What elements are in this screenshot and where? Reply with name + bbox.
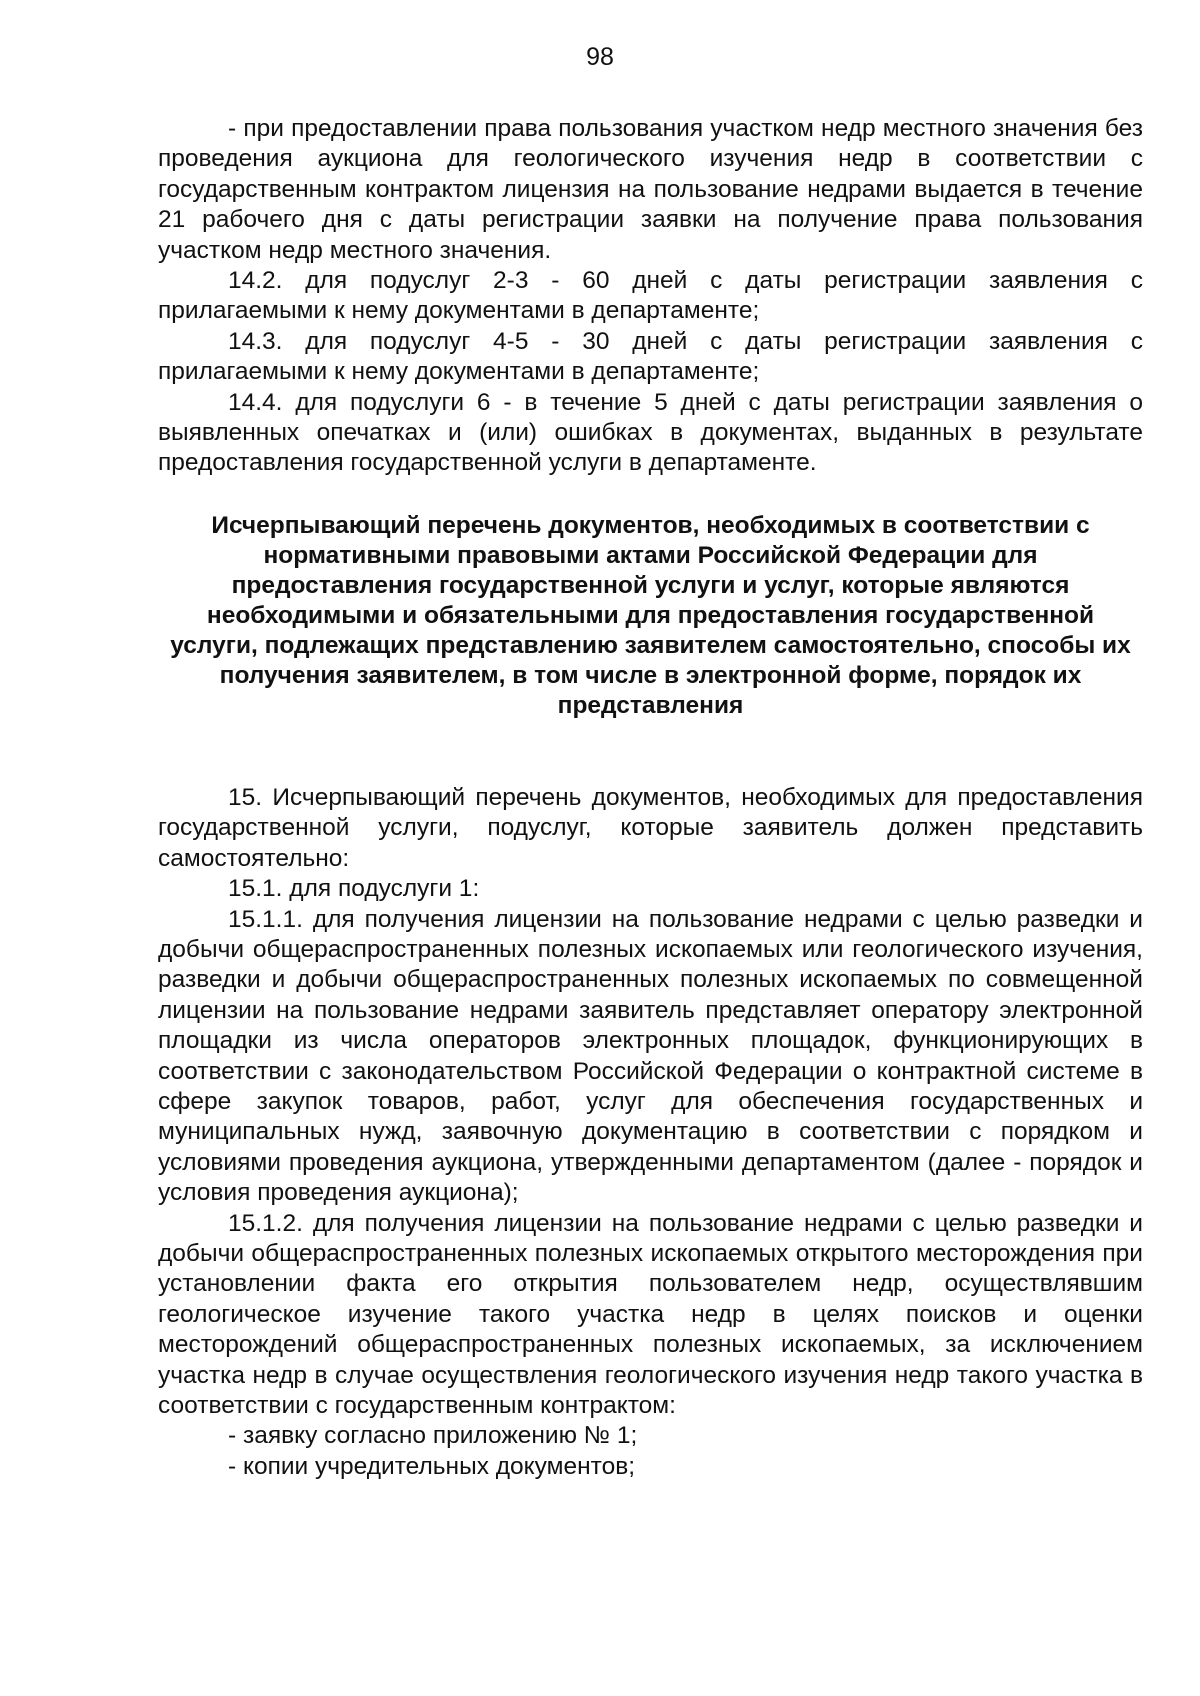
paragraph-14-3: 14.3. для подуслуг 4-5 - 30 дней с даты регистрации заявления с прилагаемыми к нему документами в департаменте; [158, 327, 1143, 386]
page-number: 98 [586, 43, 614, 71]
spacer [158, 721, 1143, 783]
page-body [158, 114, 1143, 1482]
list-item-application: - заявку согласно приложению № 1; [228, 1422, 638, 1450]
paragraph-15-1: 15.1. для подуслуги 1: [228, 875, 480, 903]
paragraph-14-2: 14.2. для подуслуг 2-3 - 60 дней с даты регистрации заявления с прилагаемыми к нему документами в департаменте; [158, 267, 1143, 325]
list-item-founding-documents: - копии учредительных документов; [228, 1452, 636, 1480]
spacer [158, 479, 1143, 511]
paragraph-15-1-1: 15.1.1. для получения лицензии на пользование недрами с целью разведки и добычи общераспространенных полезных ископаемых или геологического изучения, разведки и добычи общераспространенных полезных ископаемых по совмещенной лицензии на пользование недрами заявитель представляет оператору электронной площадки из числа операторов электронных площадок, функционирующих в соответствии с законодательством Российской Федерации о контрактной системе в сфере закупок товаров, работ, услуг для обеспечения государственных и муниципальных нужд, заявочную документацию в соответствии с порядком и условиями проведения аукциона, утвержденными департаментом (далее - порядок и условия проведения аукциона); [158, 905, 1143, 1207]
section-heading: Исчерпывающий перечень документов, необходимых в соответствии с нормативными правовыми актами Российской Федерации для предоставления государственной услуги и услуг, которые являются необходимыми и обязательными для предоставления государственной услуги, подлежащих представлению заявителем самостоятельно, способы их получения заявителем, в том числе в электронной форме, порядок их представления [170, 511, 1131, 719]
paragraph-15-1-2: 15.1.2. для получения лицензии на пользование недрами с целью разведки и добычи общераспространенных полезных ископаемых открытого месторождения при установлении факта его открытия пользователем недр, осуществлявшим геологическое изучение такого участка недр в целях поисков и оценки месторождений общераспространенных полезных ископаемых, за исключением участка недр в случае осуществления геологического изучения недр такого участка в соответствии с государственным контрактом: [158, 1209, 1143, 1419]
paragraph-14-4: 14.4. для подуслуги 6 - в течение 5 дней с даты регистрации заявления о выявленных опечатках и (или) ошибках в документах, выданных в результате предоставления государственной услуги в департаменте. [158, 388, 1143, 477]
paragraph-license-term: - при предоставлении права пользования участком недр местного значения без проведения аукциона для геологического изучения недр в соответствии с государственным контрактом лицензия на пользование недрами выдается в течение 21 рабочего дня с даты регистрации заявки на получение права пользования участком недр местного значения. [158, 115, 1143, 264]
paragraph-15: 15. Исчерпывающий перечень документов, необходимых для предоставления государственной услуги, подуслуг, которые заявитель должен представить самостоятельно: [158, 783, 1143, 872]
